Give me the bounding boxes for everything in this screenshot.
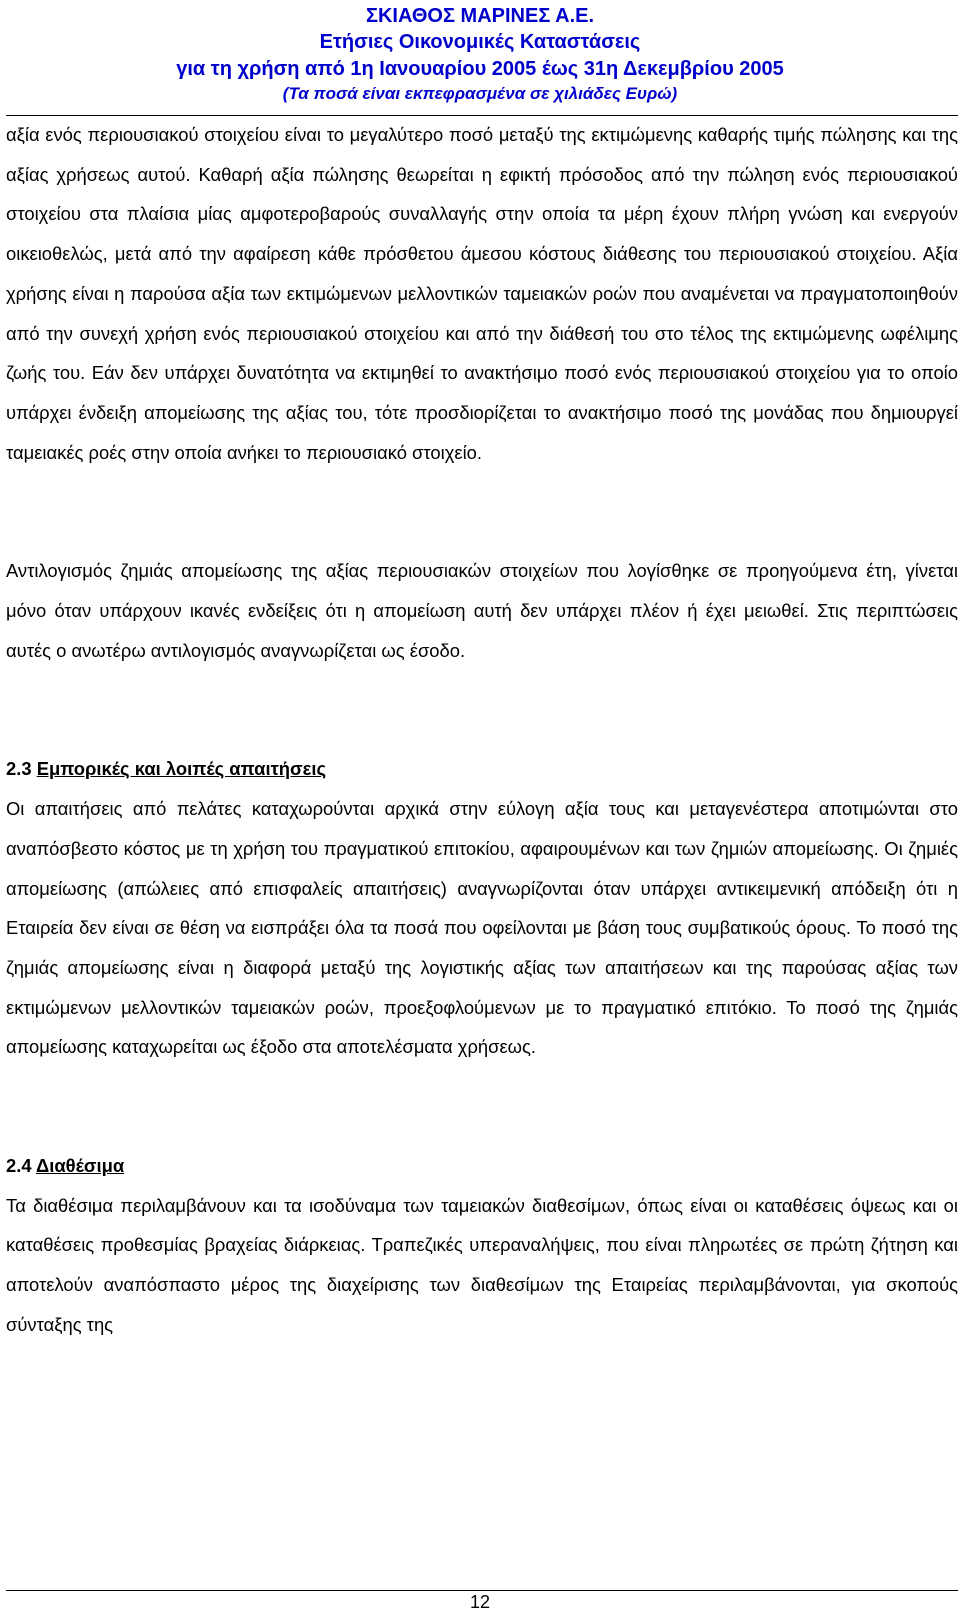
- section-heading-cash: [6, 1146, 958, 1186]
- footer-divider: [6, 1590, 958, 1591]
- section-number: 2.4: [6, 1155, 32, 1177]
- section-number: 2.3: [6, 758, 32, 780]
- paragraph-impairment-reversal: Αντιλογισμός ζημιάς απομείωσης της αξίας περιουσιακών στοιχείων που λογίσθηκε σε προηγούμενα έτη, γίνεται μόνο όταν υπάρχουν ικανές ενδείξεις ότι η απομείωση αυτή δεν υπάρχει πλέον ή έχει μειωθεί. Στις περιπτώσεις αυτές ο ανωτέρω αντιλογισμός αναγνωρίζεται ως έσοδο.: [6, 560, 958, 661]
- paragraph-cash: Τα διαθέσιμα περιλαμβάνουν και τα ισοδύναμα των ταμειακών διαθεσίμων, όπως είναι οι καταθέσεις όψεως και οι καταθέσεις προθεσμίας βραχείας διάρκειας. Τραπεζικές υπεραναλήψεις, που είναι πληρωτέες σε πρώτη ζήτηση και αποτελούν αναπόσπαστο μέρος της διαχείρισης των διαθεσίμων της Εταιρείας περιλαμβάνονται, για σκοπούς σύνταξης της: [6, 1194, 958, 1335]
- section-heading-receivables: [6, 749, 958, 789]
- paragraph-spacer: [6, 472, 958, 551]
- section-title: Εμπορικές και λοιπές απαιτήσεις: [36, 758, 327, 780]
- section-title: Διαθέσιμα: [36, 1155, 125, 1177]
- report-period: για τη χρήση από 1η Ιανουαρίου 2005 έως 31η Δεκεμβρίου 2005: [176, 58, 784, 80]
- paragraph-impairment-value: αξία ενός περιουσιακού στοιχείου είναι το μεγαλύτερο ποσό μεταξύ της εκτιμώμενης καθαρής τιμής πώλησης και της αξίας χρήσεως αυτού. Καθαρή αξία πώλησης θεωρείται η εφικτή πρόσοδος από την πώληση ενός περιουσιακού στοιχείου στα πλαίσια μίας αμφοτεροβαρούς συναλλαγής στην οποία τα μέρη έχουν πλήρη γνώση και ενεργούν οικειοθελώς, μετά από την αφαίρεση κάθε πρόσθετου άμεσου κόστους διάθεσης του περιουσιακού στοιχείου. Αξία χρήσης είναι η παρούσα αξία των εκτιμώμενων μελλοντικών ταμειακών ροών που αναμένεται να πραγματοποιηθούν από την συνεχή χρήση ενός περιουσιακού στοιχείου και από την διάθεσή του στο τέλος της εκτιμώμενης ωφέλιμης ζωής του. Εάν δεν υπάρχει δυνατότητα να εκτιμηθεί το ανακτήσιμο ποσό ενός περιουσιακού στοιχείου για το οποίο υπάρχει ένδειξη απομείωσης της αξίας του, τότε προσδιορίζεται το ανακτήσιμο ποσό της μονάδας που δημιουργεί ταμειακές ροές στην οποία ανήκει το περιουσιακό στοιχείο.: [6, 124, 958, 463]
- company-name: ΣΚΙΑΘΟΣ ΜΑΡΙΝΕΣ Α.Ε.: [365, 5, 595, 27]
- document-header: [0, 4, 960, 105]
- document-body: [6, 115, 958, 1345]
- paragraph-receivables: Οι απαιτήσεις από πελάτες καταχωρούνται αρχικά στην εύλογη αξία τους και μεταγενέστερα αποτιμώνται στο αναπόσβεστο κόστος με τη χρήση του πραγματικού επιτοκίου, αφαιρουμένων και των ζημιών απομείωσης. Οι ζημιές απομείωσης (απώλειες από επισφαλείς απαιτήσεις) αναγνωρίζονται όταν υπάρχει αντικειμενική απόδειξη ότι η Εταιρεία δεν είναι σε θέση να εισπράξει όλα τα ποσά που οφείλονται με βάση τους συμβατικούς όρους. Το ποσό της ζημιάς απομείωσης είναι η διαφορά μεταξύ της λογιστικής αξίας των απαιτήσεων και της παρούσας αξίας των εκτιμώμενων μελλοντικών ταμειακών ροών, προεξοφλούμενων με το πραγματικό επιτόκιο. Το ποσό της ζημιάς απομείωσης καταχωρείται ως έξοδο στα αποτελέσματα χρήσεως.: [6, 798, 958, 1058]
- paragraph-spacer: [6, 1067, 958, 1146]
- report-title: Ετήσιες Οικονομικές Καταστάσεις: [319, 31, 641, 53]
- page-number: 12: [469, 1592, 491, 1612]
- currency-note: (Τα ποσά είναι εκπεφρασμένα σε χιλιάδες Ευρώ): [282, 84, 678, 103]
- paragraph-spacer: [6, 670, 958, 749]
